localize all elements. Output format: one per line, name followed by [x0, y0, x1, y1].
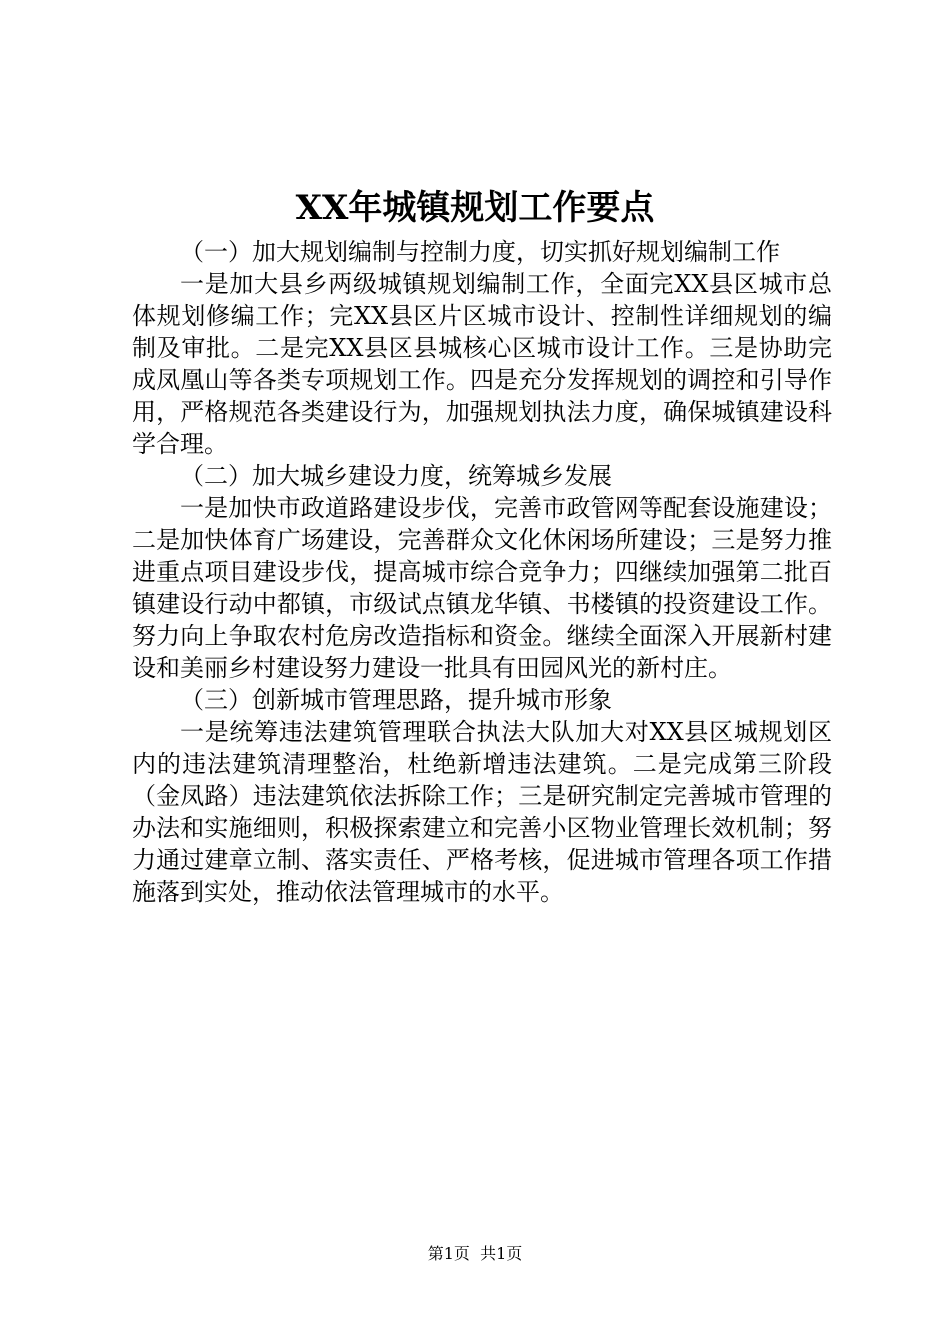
section-heading-1: （一）加大规划编制与控制力度，切实抓好规划编制工作: [180, 238, 780, 266]
footer-spacer: [470, 1244, 480, 1263]
page-footer: [0, 1242, 950, 1266]
section-paragraph-1: 一是加大县乡两级城镇规划编制工作，全面完XX县区城市总体规划修编工作；完XX县区片区城市设计、控制性详细规划的编制及审批。二是完XX县区县城核心区城市设计工作。三是协助完成凤凰山等各类专项规划工作。四是充分发挥规划的调控和引导作用，严格规范各类建设行为，加强规划执法力度，确保城镇建设科学合理。: [132, 270, 832, 458]
document-title: XX年城镇规划工作要点: [295, 188, 655, 228]
section-heading-3: （三）创新城市管理思路，提升城市形象: [180, 686, 612, 714]
document-body: [132, 236, 832, 908]
section-paragraph-3: 一是统筹违法建筑管理联合执法大队加大对XX县区城规划区内的违法建筑清理整治，杜绝新增违法建筑。二是完成第三阶段（金凤路）违法建筑依法拆除工作；三是研究制定完善城市管理的办法和实施细则，积极探索建立和完善小区物业管理长效机制；努力通过建章立制、落实责任、严格考核，促进城市管理各项工作措施落到实处，推动依法管理城市的水平。: [132, 718, 832, 906]
section-paragraph-2: 一是加快市政道路建设步伐，完善市政管网等配套设施建设；二是加快体育广场建设，完善群众文化休闲场所建设；三是努力推进重点项目建设步伐，提高城市综合竞争力；四继续加强第二批百镇建设行动中都镇，市级试点镇龙华镇、书楼镇的投资建设工作。努力向上争取农村危房改造指标和资金。继续全面深入开展新村建设和美丽乡村建设努力建设一批具有田园风光的新村庄。: [132, 494, 832, 682]
page-number: 第1页: [427, 1244, 470, 1263]
section-heading-2: （二）加大城乡建设力度，统筹城乡发展: [180, 462, 612, 490]
page-total: 共1页: [480, 1244, 523, 1263]
